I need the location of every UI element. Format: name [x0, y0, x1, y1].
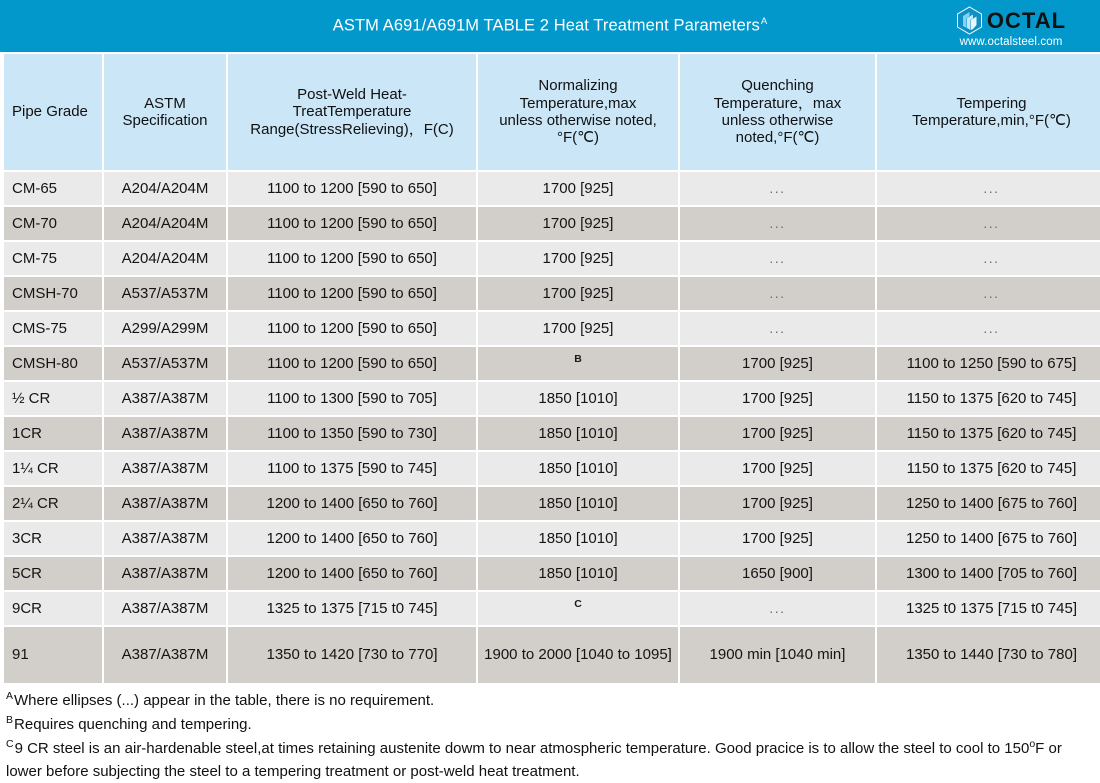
cell-quenching: 1700 [925]	[680, 417, 875, 450]
page-title-text: ASTM A691/A691M TABLE 2 Heat Treatment Parameters	[332, 16, 760, 35]
table-head	[4, 54, 1100, 170]
col-header-quenching-line2: Temperature，max	[713, 94, 842, 112]
footnote-b-mark: B	[6, 714, 14, 727]
logo-website-url: www.octalsteel.com	[959, 36, 1063, 48]
cell-normalizing: 1700 [925]	[478, 277, 678, 310]
cell-astm-spec: A387/A387M	[104, 592, 226, 625]
no-requirement-ellipsis: ...	[983, 214, 1000, 231]
cell-tempering	[877, 172, 1100, 205]
logo-wordmark: OCTAL	[986, 7, 1067, 33]
octal-hex-logo-icon	[956, 6, 983, 35]
cell-post-weld: 1200 to 1400 [650 to 760]	[228, 487, 476, 520]
cell-normalizing: 1850 [1010]	[478, 522, 678, 555]
cell-tempering: 1350 to 1440 [730 to 780]	[877, 627, 1100, 683]
cell-tempering: 1250 to 1400 [675 to 760]	[877, 487, 1100, 520]
cell-quenching	[680, 312, 875, 345]
col-header-postweld-line3: Range(StressRelieving)，F(C)	[250, 120, 454, 138]
no-requirement-ellipsis: ...	[769, 249, 786, 266]
cell-pipe-grade: ½ CR	[4, 382, 102, 415]
table-row	[4, 522, 1100, 555]
cell-pipe-grade: 3CR	[4, 522, 102, 555]
no-requirement-ellipsis: ...	[983, 249, 1000, 266]
col-header-normalizing-line3: unless otherwise noted,	[499, 112, 657, 129]
cell-post-weld: 1100 to 1200 [590 to 650]	[228, 347, 476, 380]
page-title-footnote-mark: A	[760, 16, 768, 28]
table-row	[4, 417, 1100, 450]
cell-post-weld: 1350 to 1420 [730 to 770]	[228, 627, 476, 683]
cell-normalizing: 1850 [1010]	[478, 417, 678, 450]
cell-astm-spec: A387/A387M	[104, 382, 226, 415]
cell-tempering: 1250 to 1400 [675 to 760]	[877, 522, 1100, 555]
cell-post-weld: 1100 to 1375 [590 to 745]	[228, 452, 476, 485]
cell-pipe-grade: 1CR	[4, 417, 102, 450]
col-header-normalizing-temperature	[478, 54, 678, 170]
cell-tempering	[877, 207, 1100, 240]
cell-pipe-grade: 2¼ CR	[4, 487, 102, 520]
col-header-pipe-grade	[4, 54, 102, 170]
cell-astm-spec: A387/A387M	[104, 417, 226, 450]
footnote-a-mark: A	[6, 690, 14, 702]
table-row	[4, 627, 1100, 683]
table-container	[0, 52, 1100, 685]
no-requirement-ellipsis: ...	[769, 599, 786, 616]
cell-tempering: 1150 to 1375 [620 to 745]	[877, 452, 1100, 485]
cell-pipe-grade: CMSH-80	[4, 347, 102, 380]
cell-astm-spec: A537/A537M	[104, 277, 226, 310]
footnote-c	[6, 737, 1094, 782]
table-header-row	[4, 54, 1100, 170]
cell-post-weld: 1200 to 1400 [650 to 760]	[228, 557, 476, 590]
footnote-c-mark: C	[6, 738, 14, 751]
cell-tempering	[877, 242, 1100, 275]
cell-tempering	[877, 277, 1100, 310]
cell-quenching: 1650 [900]	[680, 557, 875, 590]
cell-quenching: 1700 [925]	[680, 382, 875, 415]
page-title	[333, 16, 768, 36]
cell-quenching: 1700 [925]	[680, 487, 875, 520]
cell-astm-spec: A204/A204M	[104, 242, 226, 275]
no-requirement-ellipsis: ...	[983, 284, 1000, 301]
cell-post-weld: 1200 to 1400 [650 to 760]	[228, 522, 476, 555]
cell-quenching	[680, 242, 875, 275]
footnote-c-text-part1: 9 CR steel is an air-hardenable steel,at times retaining austenite dowm to near atmospheric temperature. Good pracice is to allow the steel to cool to 150	[14, 740, 1030, 758]
cell-astm-spec: A537/A537M	[104, 347, 226, 380]
cell-astm-spec: A204/A204M	[104, 207, 226, 240]
heat-treatment-table	[2, 52, 1100, 685]
col-header-post-weld-heat-treat	[228, 54, 476, 170]
cell-astm-spec: A387/A387M	[104, 522, 226, 555]
cell-tempering: 1300 to 1400 [705 to 760]	[877, 557, 1100, 590]
cell-quenching	[680, 277, 875, 310]
cell-pipe-grade: CM-70	[4, 207, 102, 240]
cell-post-weld: 1325 to 1375 [715 t0 745]	[228, 592, 476, 625]
cell-normalizing: 1700 [925]	[478, 172, 678, 205]
col-header-astm-line1: ASTM	[144, 94, 186, 112]
cell-post-weld: 1100 to 1200 [590 to 650]	[228, 277, 476, 310]
cell-astm-spec: A387/A387M	[104, 557, 226, 590]
table-row	[4, 312, 1100, 345]
col-header-tempering-temperature	[877, 54, 1100, 170]
col-header-quenching-line4: noted,°F(℃)	[735, 129, 820, 147]
footnote-c-degree-symbol: o	[1029, 738, 1036, 751]
col-header-normalizing-line4: °F(℃)	[557, 129, 599, 147]
cell-astm-spec: A299/A299M	[104, 312, 226, 345]
no-requirement-ellipsis: ...	[983, 179, 1000, 196]
cell-tempering	[877, 312, 1100, 345]
col-header-postweld-line1: Post-Weld Heat-	[297, 85, 407, 103]
table-body	[4, 172, 1100, 683]
no-requirement-ellipsis: ...	[769, 179, 786, 196]
cell-normalizing	[478, 347, 678, 380]
footnote-a	[6, 689, 1094, 712]
cell-tempering: 1325 t0 1375 [715 t0 745]	[877, 592, 1100, 625]
table-row	[4, 557, 1100, 590]
cell-post-weld: 1100 to 1200 [590 to 650]	[228, 242, 476, 275]
cell-normalizing: 1850 [1010]	[478, 382, 678, 415]
no-requirement-ellipsis: ...	[769, 214, 786, 231]
table-row	[4, 382, 1100, 415]
cell-quenching: 1700 [925]	[680, 452, 875, 485]
cell-pipe-grade: CMS-75	[4, 312, 102, 345]
col-header-quenching-line1: Quenching	[741, 77, 814, 95]
cell-normalizing: 1700 [925]	[478, 312, 678, 345]
cell-tempering: 1150 to 1375 [620 to 745]	[877, 417, 1100, 450]
cell-quenching: 1700 [925]	[680, 347, 875, 380]
col-header-quenching-line3: unless otherwise	[721, 112, 834, 129]
cell-pipe-grade: CMSH-70	[4, 277, 102, 310]
cell-quenching: 1900 min [1040 min]	[680, 627, 875, 683]
cell-normalizing: 1850 [1010]	[478, 557, 678, 590]
cell-astm-spec: A387/A387M	[104, 452, 226, 485]
col-header-normalizing-line2: Temperature,max	[519, 94, 637, 112]
footnote-reference-mark: B	[574, 352, 582, 365]
cell-normalizing: 1700 [925]	[478, 242, 678, 275]
col-header-astm-line2: Specification	[122, 112, 208, 129]
cell-post-weld: 1100 to 1200 [590 to 650]	[228, 172, 476, 205]
col-header-tempering-line2: Temperature,min,°F(℃)	[912, 112, 1071, 129]
octal-logo	[936, 6, 1086, 48]
cell-astm-spec: A204/A204M	[104, 172, 226, 205]
cell-quenching: 1700 [925]	[680, 522, 875, 555]
cell-quenching	[680, 207, 875, 240]
cell-normalizing: 1700 [925]	[478, 207, 678, 240]
cell-pipe-grade: 9CR	[4, 592, 102, 625]
table-row	[4, 172, 1100, 205]
table-row	[4, 452, 1100, 485]
cell-pipe-grade: 91	[4, 627, 102, 683]
col-header-astm-specification	[104, 54, 226, 170]
cell-tempering: 1150 to 1375 [620 to 745]	[877, 382, 1100, 415]
cell-pipe-grade: 5CR	[4, 557, 102, 590]
col-header-pipe-grade-line1: Pipe Grade	[12, 103, 88, 121]
cell-normalizing: 1850 [1010]	[478, 452, 678, 485]
cell-normalizing	[478, 592, 678, 625]
footnote-b-text: Requires quenching and tempering.	[14, 716, 252, 734]
col-header-quenching-temperature	[680, 54, 875, 170]
footnote-c-text-part2: F or lower before subjecting the steel to a tempering treatment or post-weld heat treatment.	[6, 740, 1062, 780]
cell-post-weld: 1100 to 1200 [590 to 650]	[228, 207, 476, 240]
table-row	[4, 242, 1100, 275]
no-requirement-ellipsis: ...	[983, 319, 1000, 336]
cell-pipe-grade: CM-65	[4, 172, 102, 205]
cell-post-weld: 1100 to 1300 [590 to 705]	[228, 382, 476, 415]
cell-post-weld: 1100 to 1200 [590 to 650]	[228, 312, 476, 345]
table-row	[4, 487, 1100, 520]
cell-pipe-grade: CM-75	[4, 242, 102, 275]
no-requirement-ellipsis: ...	[769, 284, 786, 301]
title-bar	[0, 0, 1100, 52]
footnote-reference-mark: C	[574, 597, 582, 610]
cell-astm-spec: A387/A387M	[104, 487, 226, 520]
cell-pipe-grade: 1¼ CR	[4, 452, 102, 485]
table-row	[4, 277, 1100, 310]
cell-quenching	[680, 592, 875, 625]
table-row	[4, 592, 1100, 625]
cell-post-weld: 1100 to 1350 [590 to 730]	[228, 417, 476, 450]
cell-quenching	[680, 172, 875, 205]
footnote-a-text: Where ellipses (...) appear in the table, there is no requirement.	[14, 692, 435, 709]
cell-normalizing: 1900 to 2000 [1040 to 1095]	[478, 627, 678, 683]
col-header-tempering-line1: Tempering	[956, 94, 1027, 112]
table-row	[4, 347, 1100, 380]
col-header-postweld-line2: TreatTemperature	[292, 103, 412, 121]
cell-astm-spec: A387/A387M	[104, 627, 226, 683]
logo-row	[956, 6, 1066, 35]
no-requirement-ellipsis: ...	[769, 319, 786, 336]
table-row	[4, 207, 1100, 240]
cell-normalizing: 1850 [1010]	[478, 487, 678, 520]
footnote-b	[6, 713, 1094, 736]
col-header-normalizing-line1: Normalizing	[538, 77, 618, 95]
cell-tempering: 1100 to 1250 [590 to 675]	[877, 347, 1100, 380]
